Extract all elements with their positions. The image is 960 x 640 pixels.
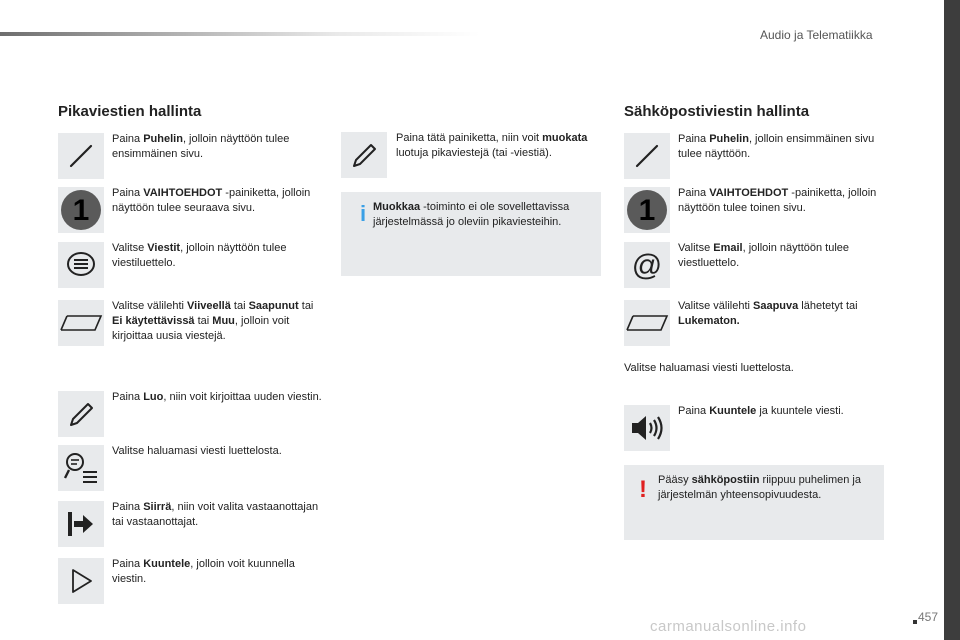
svg-text:@: @ xyxy=(631,249,663,282)
message-list-icon xyxy=(58,242,104,288)
text-fragment: , jolloin näyttöön tulee ensimmäinen sivu. xyxy=(112,133,290,160)
instruction-text xyxy=(112,390,322,405)
text-fragment: Paina xyxy=(112,558,144,570)
svg-text:1: 1 xyxy=(638,194,656,227)
text-fragment: , jolloin näyttöön tulee viestluettelo. xyxy=(678,242,850,269)
number-one-icon xyxy=(624,187,670,233)
instruction-text xyxy=(112,132,322,162)
text-fragment: Valitse haluamasi viesti luettelosta. xyxy=(112,445,282,457)
warning-note-box xyxy=(624,465,884,540)
emphasis-text: VAIHTOEHDOT xyxy=(143,187,223,199)
text-fragment: luotuja pikaviestejä (tai -viestiä). xyxy=(396,147,552,159)
text-fragment: Paina xyxy=(678,187,710,199)
instruction-text: Valitse haluamasi viesti luettelosta. xyxy=(624,362,794,374)
text-fragment: Paina xyxy=(112,391,144,403)
svg-text:!: ! xyxy=(639,476,647,499)
text-fragment: Valitse välilehti xyxy=(112,300,187,312)
instruction-text xyxy=(112,241,322,271)
watermark: carmanualsonline.info xyxy=(650,618,807,635)
instruction-text xyxy=(678,132,888,162)
instruction-text xyxy=(112,500,322,530)
text-fragment: -painiketta, jolloin näyttöön tulee seuraava sivu. xyxy=(112,187,311,214)
emphasis-text: Muokkaa xyxy=(373,201,421,213)
text-fragment: Paina xyxy=(678,405,710,417)
page-edge-bar xyxy=(944,0,960,640)
info-icon xyxy=(355,202,371,224)
page-marker xyxy=(913,620,917,624)
instruction-text xyxy=(678,186,888,216)
svg-text:1: 1 xyxy=(72,194,90,227)
instruction-text xyxy=(678,241,888,271)
select-list-icon xyxy=(58,445,104,491)
instruction-text xyxy=(112,186,322,216)
emphasis-text: Email xyxy=(713,242,743,254)
chapter-title: Audio ja Telematiikka xyxy=(760,28,873,42)
emphasis-text: Siirrä xyxy=(143,501,172,513)
emphasis-text: Puhelin xyxy=(143,133,183,145)
text-fragment: Paina xyxy=(112,501,144,513)
text-fragment: riippuu puhelimen ja järjestelmän yhteensopivuudesta. xyxy=(658,474,861,501)
at-sign-icon xyxy=(624,242,670,288)
text-fragment: Valitse xyxy=(678,242,714,254)
phone-handset-icon xyxy=(624,133,670,179)
emphasis-text: Kuuntele xyxy=(143,558,191,570)
emphasis-text: sähköpostiin xyxy=(691,474,760,486)
emphasis-text: Ei käytettävissä xyxy=(112,315,195,327)
text-fragment: tai xyxy=(230,300,249,312)
emphasis-text: Saapuva xyxy=(753,300,799,312)
speaker-icon xyxy=(624,405,670,451)
instruction-text xyxy=(678,404,888,419)
text-fragment: , niin voit valita vastaanottajan tai vastaanottajat. xyxy=(112,501,319,528)
number-one-icon xyxy=(58,187,104,233)
text-fragment: Paina xyxy=(112,133,144,145)
header-gradient-bar xyxy=(0,32,480,36)
emphasis-text: VAIHTOEHDOT xyxy=(709,187,789,199)
text-fragment: -toiminto ei ole sovellettavissa järjestelmässä jo oleviin pikaviesteihin. xyxy=(373,201,570,228)
tab-icon xyxy=(58,300,104,346)
emphasis-text: muokata xyxy=(542,132,588,144)
text-fragment: , niin voit kirjoittaa uuden viestin. xyxy=(163,391,322,403)
warning-icon xyxy=(636,475,650,499)
instruction-text xyxy=(112,557,322,587)
text-fragment: Pääsy xyxy=(658,474,692,486)
tab-icon xyxy=(624,300,670,346)
instruction-text xyxy=(112,444,322,459)
emphasis-text: Saapunut xyxy=(248,300,299,312)
emphasis-text: Puhelin xyxy=(709,133,749,145)
section-title-email: Sähköpostiviestin hallinta xyxy=(624,103,810,120)
emphasis-text: Viestit xyxy=(147,242,181,254)
section-title-quick-messages: Pikaviestien hallinta xyxy=(58,103,202,120)
emphasis-text: Luo xyxy=(143,391,164,403)
text-fragment: , jolloin näyttöön tulee viestiluettelo. xyxy=(112,242,287,269)
text-fragment: lähetetyt tai xyxy=(798,300,858,312)
text-fragment: -painiketta, jolloin näyttöön tulee toinen sivu. xyxy=(678,187,877,214)
phone-handset-icon xyxy=(58,133,104,179)
emphasis-text: Viiveellä xyxy=(187,300,231,312)
svg-text:i: i xyxy=(359,202,367,224)
info-note-text xyxy=(373,200,593,230)
info-note-box xyxy=(341,192,601,276)
text-fragment: , jolloin ensimmäinen sivu tulee näyttöön. xyxy=(678,133,875,160)
text-fragment: Paina xyxy=(112,187,144,199)
text-fragment: , jolloin voit kirjoittaa uusia viestejä. xyxy=(112,315,290,342)
instruction-text xyxy=(678,299,888,329)
text-fragment: tai xyxy=(194,315,213,327)
warning-note-text xyxy=(658,473,878,503)
pen-icon xyxy=(58,391,104,437)
instruction-text xyxy=(396,131,596,161)
emphasis-text: Kuuntele xyxy=(709,405,757,417)
pen-icon xyxy=(341,132,387,178)
text-fragment: Paina tätä painiketta, niin voit xyxy=(396,132,543,144)
text-fragment: , jolloin voit kuunnella viestin. xyxy=(112,558,295,585)
forward-arrow-icon xyxy=(58,501,104,547)
emphasis-text: Lukematon. xyxy=(678,315,740,327)
text-fragment: Paina xyxy=(678,133,710,145)
text-fragment: Valitse välilehti xyxy=(678,300,753,312)
emphasis-text: Muu xyxy=(212,315,235,327)
play-icon xyxy=(58,558,104,604)
text-fragment: ja kuuntele viesti. xyxy=(756,405,844,417)
text-fragment: Valitse xyxy=(112,242,148,254)
instruction-text xyxy=(112,299,322,344)
page-number: 457 xyxy=(918,610,939,624)
text-fragment: tai xyxy=(298,300,314,312)
